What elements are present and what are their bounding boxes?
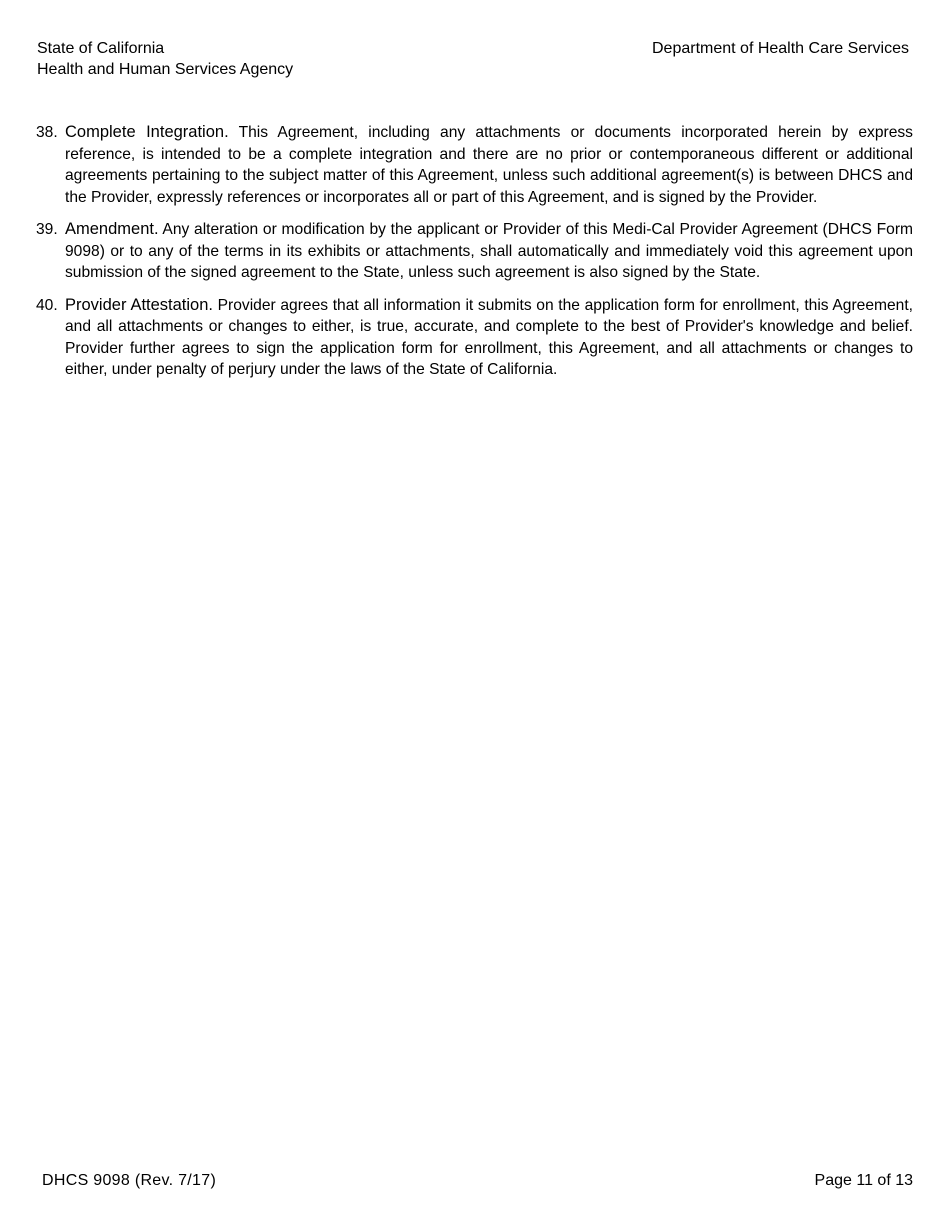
agency-name: Health and Human Services Agency	[37, 61, 294, 78]
clause-38	[36, 122, 913, 208]
page-number: Page 11 of 13	[814, 1172, 913, 1189]
department-name: Department of Health Care Services	[652, 40, 909, 57]
clause-heading: Complete Integration.	[65, 123, 229, 141]
page-header-left	[37, 38, 293, 80]
clause-text: Any alteration or modification by the applicant or Provider of this Medi-Cal Provider Agreement (DHCS Form 9098) or to any of the terms in its exhibits or attachments, shall automatically and immediately void this agreement upon submission of the signed agreement to the State, unless such agreement is also signed by the State.	[65, 221, 913, 281]
state-name: State of California	[37, 40, 165, 57]
clause-40	[36, 295, 913, 381]
clause-number: 38.	[36, 124, 58, 141]
clause-heading: Provider Attestation.	[65, 295, 213, 314]
agreement-clauses	[36, 122, 913, 392]
clause-number: 40.	[36, 296, 58, 314]
clause-text: This Agreement, including any attachments or documents incorporated herein by express reference, is intended to be a complete integration and there are no prior or contemporaneous different or additional agreements pertaining to the subject matter of this Agreement, unless such additional agreement(s) is between DHCS and the Provider, expressly references or incorporates all or part of this Agreement, and is signed by the Provider.	[65, 124, 913, 206]
form-number: DHCS 9098 (Rev. 7/17)	[42, 1172, 217, 1189]
clause-number: 39.	[36, 221, 58, 238]
clause-text: Provider agrees that all information it submits on the application form for enrollment, this Agreement, and all attachments or changes to either, is true, accurate, and complete to the best of Provider's knowledge and belief. Provider further agrees to sign the application form for enrollment, this Agreement, and all attachments or changes to either, under penalty of perjury under the laws of the State of California.	[65, 296, 914, 378]
clause-heading: Amendment.	[65, 220, 159, 238]
clause-39	[36, 219, 913, 284]
